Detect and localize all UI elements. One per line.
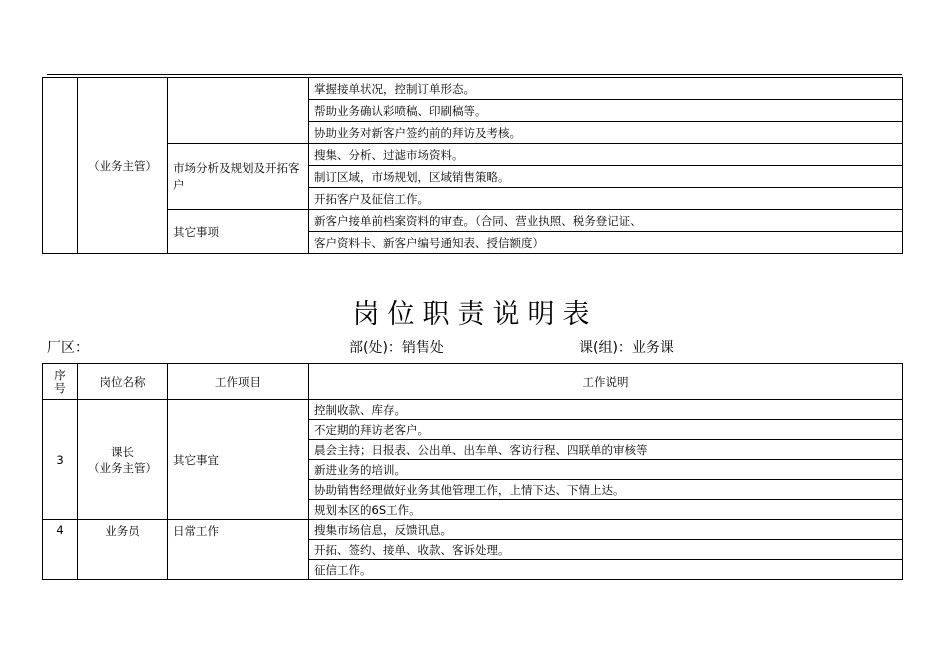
duty-cell: 新进业务的培训。: [309, 460, 903, 480]
page-top-rule: [47, 74, 902, 75]
position-title: 课长: [111, 444, 134, 459]
duty-cell: 协助业务对新客户签约前的拜访及考核。: [309, 122, 903, 144]
table-header-row: [43, 364, 903, 400]
header-description: 工作说明: [309, 364, 903, 400]
duty-cell: 开拓、签约、接单、收款、客诉处理。: [309, 540, 903, 560]
seq-cell: 3: [43, 400, 78, 520]
item-cell: 市场分析及规划及开拓客户: [168, 144, 309, 210]
duty-cell: 搜集市场信息，反馈讯息。: [309, 520, 903, 540]
item-cell: 其它事宜: [168, 400, 309, 520]
duty-cell: 控制收款、库存。: [309, 400, 903, 420]
item-cell: 其它事项: [168, 210, 309, 254]
duty-cell: 开拓客户及征信工作。: [309, 188, 903, 210]
duty-cell: 制订区域，市场规划，区域销售策略。: [309, 166, 903, 188]
upper-duty-table: [42, 77, 903, 254]
table-row: [43, 400, 903, 420]
table-row: [43, 210, 903, 232]
table-row: [43, 144, 903, 166]
position-cell: [78, 400, 168, 520]
table-row: [43, 520, 903, 540]
position-cell: 业务员: [78, 520, 168, 580]
department-label: 部(处)：销售处: [349, 340, 444, 356]
position-subtitle: （业务主管）: [88, 460, 157, 475]
header-item: 工作项目: [168, 364, 309, 400]
duty-cell: 不定期的拜访老客户。: [309, 420, 903, 440]
duty-cell: 规划本区的6S工作。: [309, 500, 903, 520]
duty-cell: 协助销售经理做好业务其他管理工作，上情下达、下情上达。: [309, 480, 903, 500]
table-row: [43, 78, 903, 100]
duty-cell: 客户资料卡、新客户编号通知表、授信额度）: [309, 232, 903, 254]
duty-cell: 晨会主持；日报表、公出单、出车单、客访行程、四联单的审核等: [309, 440, 903, 460]
duty-cell: 新客户接单前档案资料的审查。（合同、营业执照、税务登记证、: [309, 210, 903, 232]
duty-cell: 帮助业务确认彩喷稿、印刷稿等。: [309, 100, 903, 122]
section-label: 课(组)：业务课: [579, 340, 674, 356]
item-cell-empty: [168, 78, 309, 144]
item-cell: 日常工作: [168, 520, 309, 580]
seq-cell: 4: [43, 520, 78, 580]
page-title: 岗位职责说明表: [352, 299, 598, 330]
duty-cell: 征信工作。: [309, 560, 903, 580]
header-seq: 序号: [43, 364, 78, 400]
duty-cell: 搜集、分析、过滤市场资料。: [309, 144, 903, 166]
position-label: （业务主管）: [88, 158, 157, 173]
factory-label: 厂区：: [47, 340, 89, 356]
duty-cell: 掌握接单状况，控制订单形态。: [309, 78, 903, 100]
position-cell: [78, 78, 168, 254]
seq-cell-empty: [43, 78, 78, 254]
duty-description-table: [42, 363, 903, 580]
header-position: 岗位名称: [78, 364, 168, 400]
